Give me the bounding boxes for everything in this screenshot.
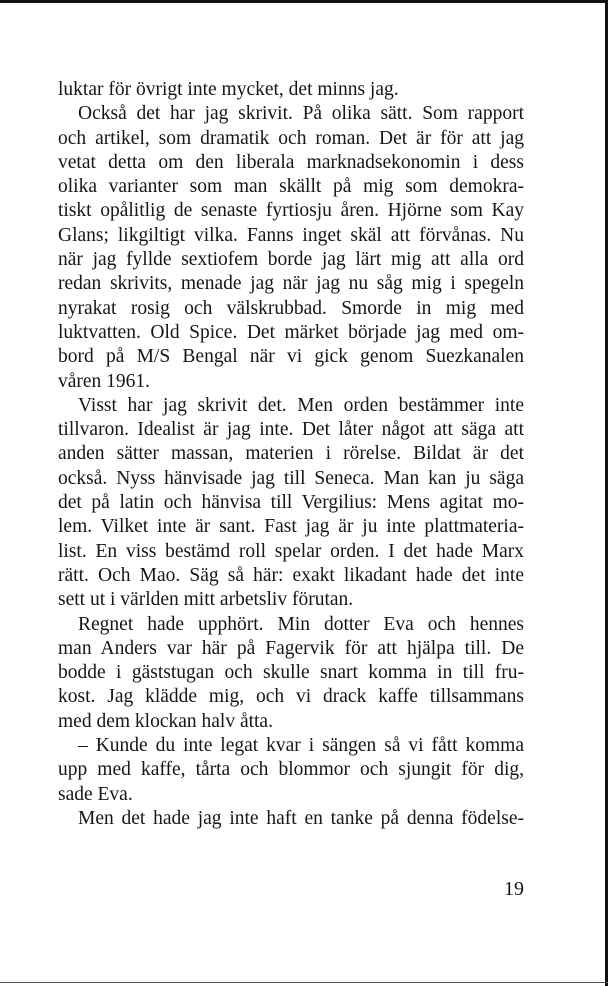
- text-line: vetat detta om den liberala marknadsekonomin i dess: [58, 151, 524, 173]
- text-line: anden sätter massan, materien i rörelse. Bildat är det: [58, 443, 524, 465]
- text-line: luktvatten. Old Spice. Det märket började jag med om-: [58, 321, 524, 343]
- text-line: nyrakat rosig och välskrubbad. Smorde in mig med: [58, 297, 524, 319]
- text-line: bodde i gäststugan och skulle snart komma in till fru-: [58, 662, 524, 684]
- text-line: det på latin och hänvisa till Vergilius: Mens agitat mo-: [58, 492, 524, 514]
- text-line: också. Nyss hänvisade jag till Seneca. Man kan ju säga: [58, 467, 524, 489]
- text-line: luktar för övrigt inte mycket, det minns jag.: [58, 79, 399, 100]
- text-line: tiskt opålitlig de senaste fyrtiosju åren. Hjörne som Kay: [58, 200, 524, 222]
- text-line: redan skrivits, menade jag när jag nu såg mig i spegeln: [58, 273, 524, 295]
- text-line: man Anders var här på Fagervik för att hjälpa till. De: [58, 637, 524, 659]
- paragraph-first-line: Regnet hade upphört. Min dotter Eva och hennes: [78, 613, 524, 635]
- text-line: tillvaron. Idealist är jag inte. Det låter något att säga att: [58, 419, 524, 441]
- page-number: 19: [504, 878, 524, 900]
- page-bottom-edge: [0, 982, 608, 983]
- text-line: och artikel, som dramatik och roman. Det är för att jag: [58, 127, 524, 149]
- text-line: bord på M/S Bengal när vi gick genom Suezkanalen: [58, 346, 524, 368]
- body-text: [58, 78, 524, 831]
- text-line: med dem klockan halv åtta.: [58, 710, 273, 732]
- text-line: våren 1961.: [58, 370, 151, 392]
- text-line: när jag fyllde sextiofem borde jag lärt mig att alla ord: [58, 249, 524, 271]
- text-line: list. En viss bestämd roll spelar orden. I det hade Marx: [58, 540, 524, 562]
- paragraph-first-line: Också det har jag skrivit. På olika sätt. Som rapport: [78, 103, 524, 125]
- text-line: rätt. Och Mao. Säg så här: exakt likadant hade det inte: [58, 564, 524, 586]
- text-line: Glans; likgiltigt vilka. Fanns inget skäl att förvånas. Nu: [58, 224, 524, 246]
- paragraph-first-line: Visst har jag skrivit det. Men orden bestämmer inte: [78, 394, 524, 416]
- text-line: olika varianter som man skällt på mig som demokra-: [58, 176, 524, 198]
- text-line: lem. Vilket inte är sant. Fast jag är ju inte plattmateria-: [58, 516, 524, 538]
- text-line: kost. Jag klädde mig, och vi drack kaffe tillsammans: [58, 686, 524, 708]
- paragraph-first-line: Men det hade jag inte haft en tanke på denna födelse-: [78, 807, 524, 829]
- text-line: sade Eva.: [58, 783, 133, 805]
- text-line: sett ut i världen mitt arbetsliv förutan.: [58, 589, 354, 611]
- text-line: upp med kaffe, tårta och blommor och sjungit för dig,: [58, 759, 524, 781]
- dialogue-line: – Kunde du inte legat kvar i sängen så vi fått komma: [78, 735, 524, 757]
- page-top-edge: [0, 0, 608, 3]
